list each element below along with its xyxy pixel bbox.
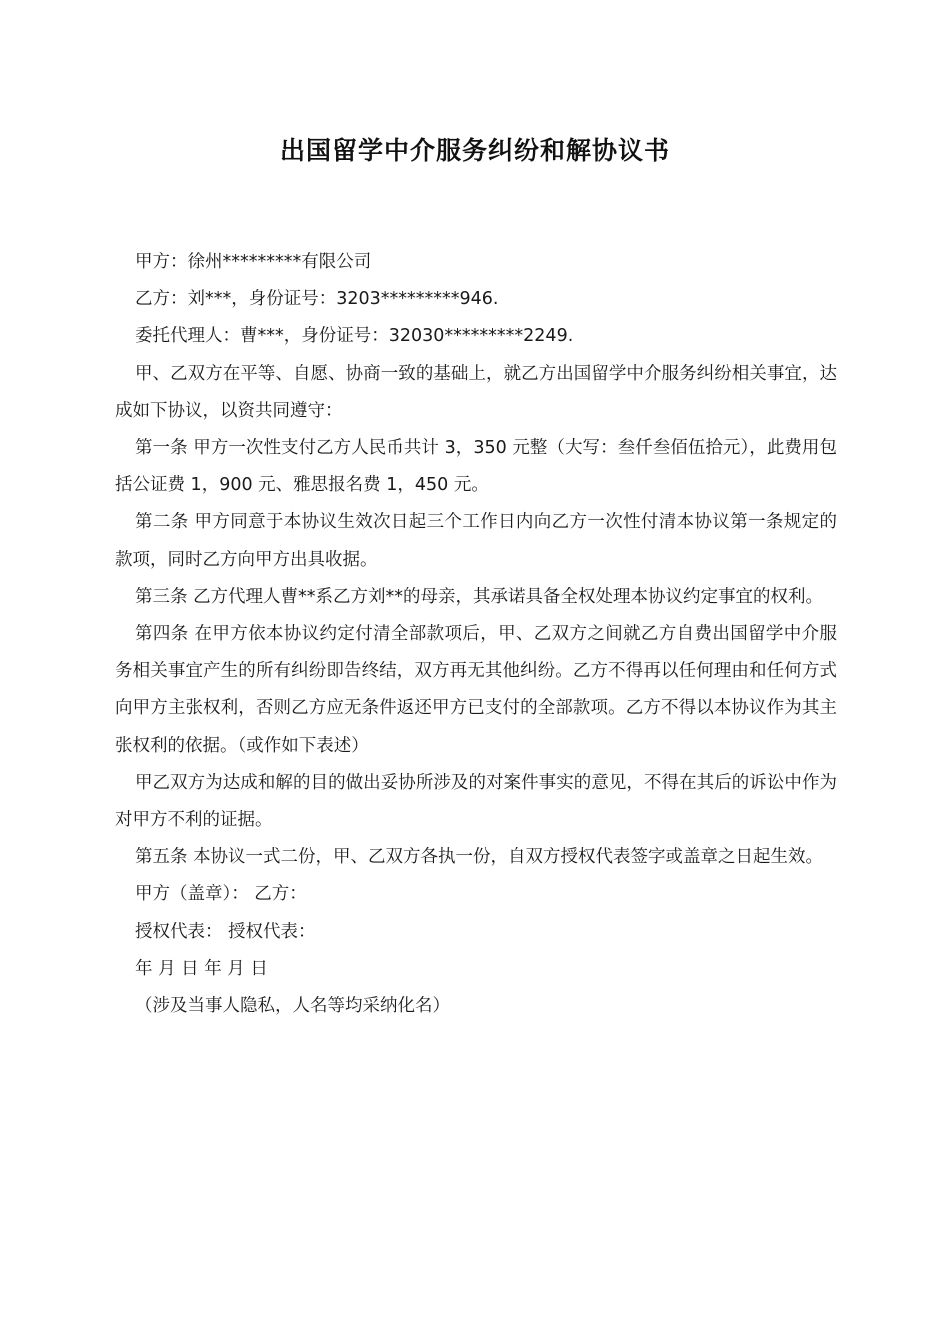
privacy-note: （涉及当事人隐私，人名等均采纳化名） xyxy=(135,996,450,1017)
article-4-alternative: 甲乙双方为达成和解的目的做出妥协所涉及的对案件事实的意见，不得在其后的诉讼中作为对甲方不利的证据。 xyxy=(115,772,837,831)
agent-line: 委托代理人：曹***，身份证号：32030*********2249. xyxy=(135,326,574,347)
article-4: 第四条 在甲方依本协议约定付清全部款项后，甲、乙双方之间就乙方自费出国留学中介服务相关事宜产生的所有纠纷即告终结，双方再无其他纠纷。乙方不得再以任何理由和任何方式向甲方主张权利，否则乙方应无条件返还甲方已支付的全部款项。乙方不得以本协议作为其主张权利的依据。（或作如下表述） xyxy=(115,624,837,756)
article-2: 第二条 甲方同意于本协议生效次日起三个工作日内向乙方一次性付清本协议第一条规定的款项，同时乙方向甲方出具收据。 xyxy=(115,512,837,570)
preamble-paragraph: 甲、乙双方在平等、自愿、协商一致的基础上，就乙方出国留学中介服务纠纷相关事宜，达成如下协议，以资共同遵守： xyxy=(115,363,837,421)
signature-seal-line: 甲方（盖章）： 乙方： xyxy=(135,884,307,905)
party-b-line: 乙方：刘***，身份证号：3203*********946. xyxy=(135,289,499,310)
article-3: 第三条 乙方代理人曹**系乙方刘**的母亲，其承诺具备全权处理本协议约定事宜的权利。 xyxy=(135,586,824,607)
authorized-rep-line: 授权代表： 授权代表： xyxy=(135,921,316,942)
party-a-line: 甲方：徐州*********有限公司 xyxy=(135,252,372,272)
article-1: 第一条 甲方一次性支付乙方人民币共计 3，350 元整（大写：叁仟叁佰伍拾元），此费用包括公证费 1，900 元、雅思报名费 1，450 元。 xyxy=(115,438,837,496)
document-body xyxy=(115,244,837,1025)
date-line: 年 月 日 年 月 日 xyxy=(135,958,268,979)
article-5: 第五条 本协议一式二份，甲、乙双方各执一份，自双方授权代表签字或盖章之日起生效。 xyxy=(135,847,824,868)
document-title: 出国留学中介服务纠纷和解协议书 xyxy=(279,136,670,165)
